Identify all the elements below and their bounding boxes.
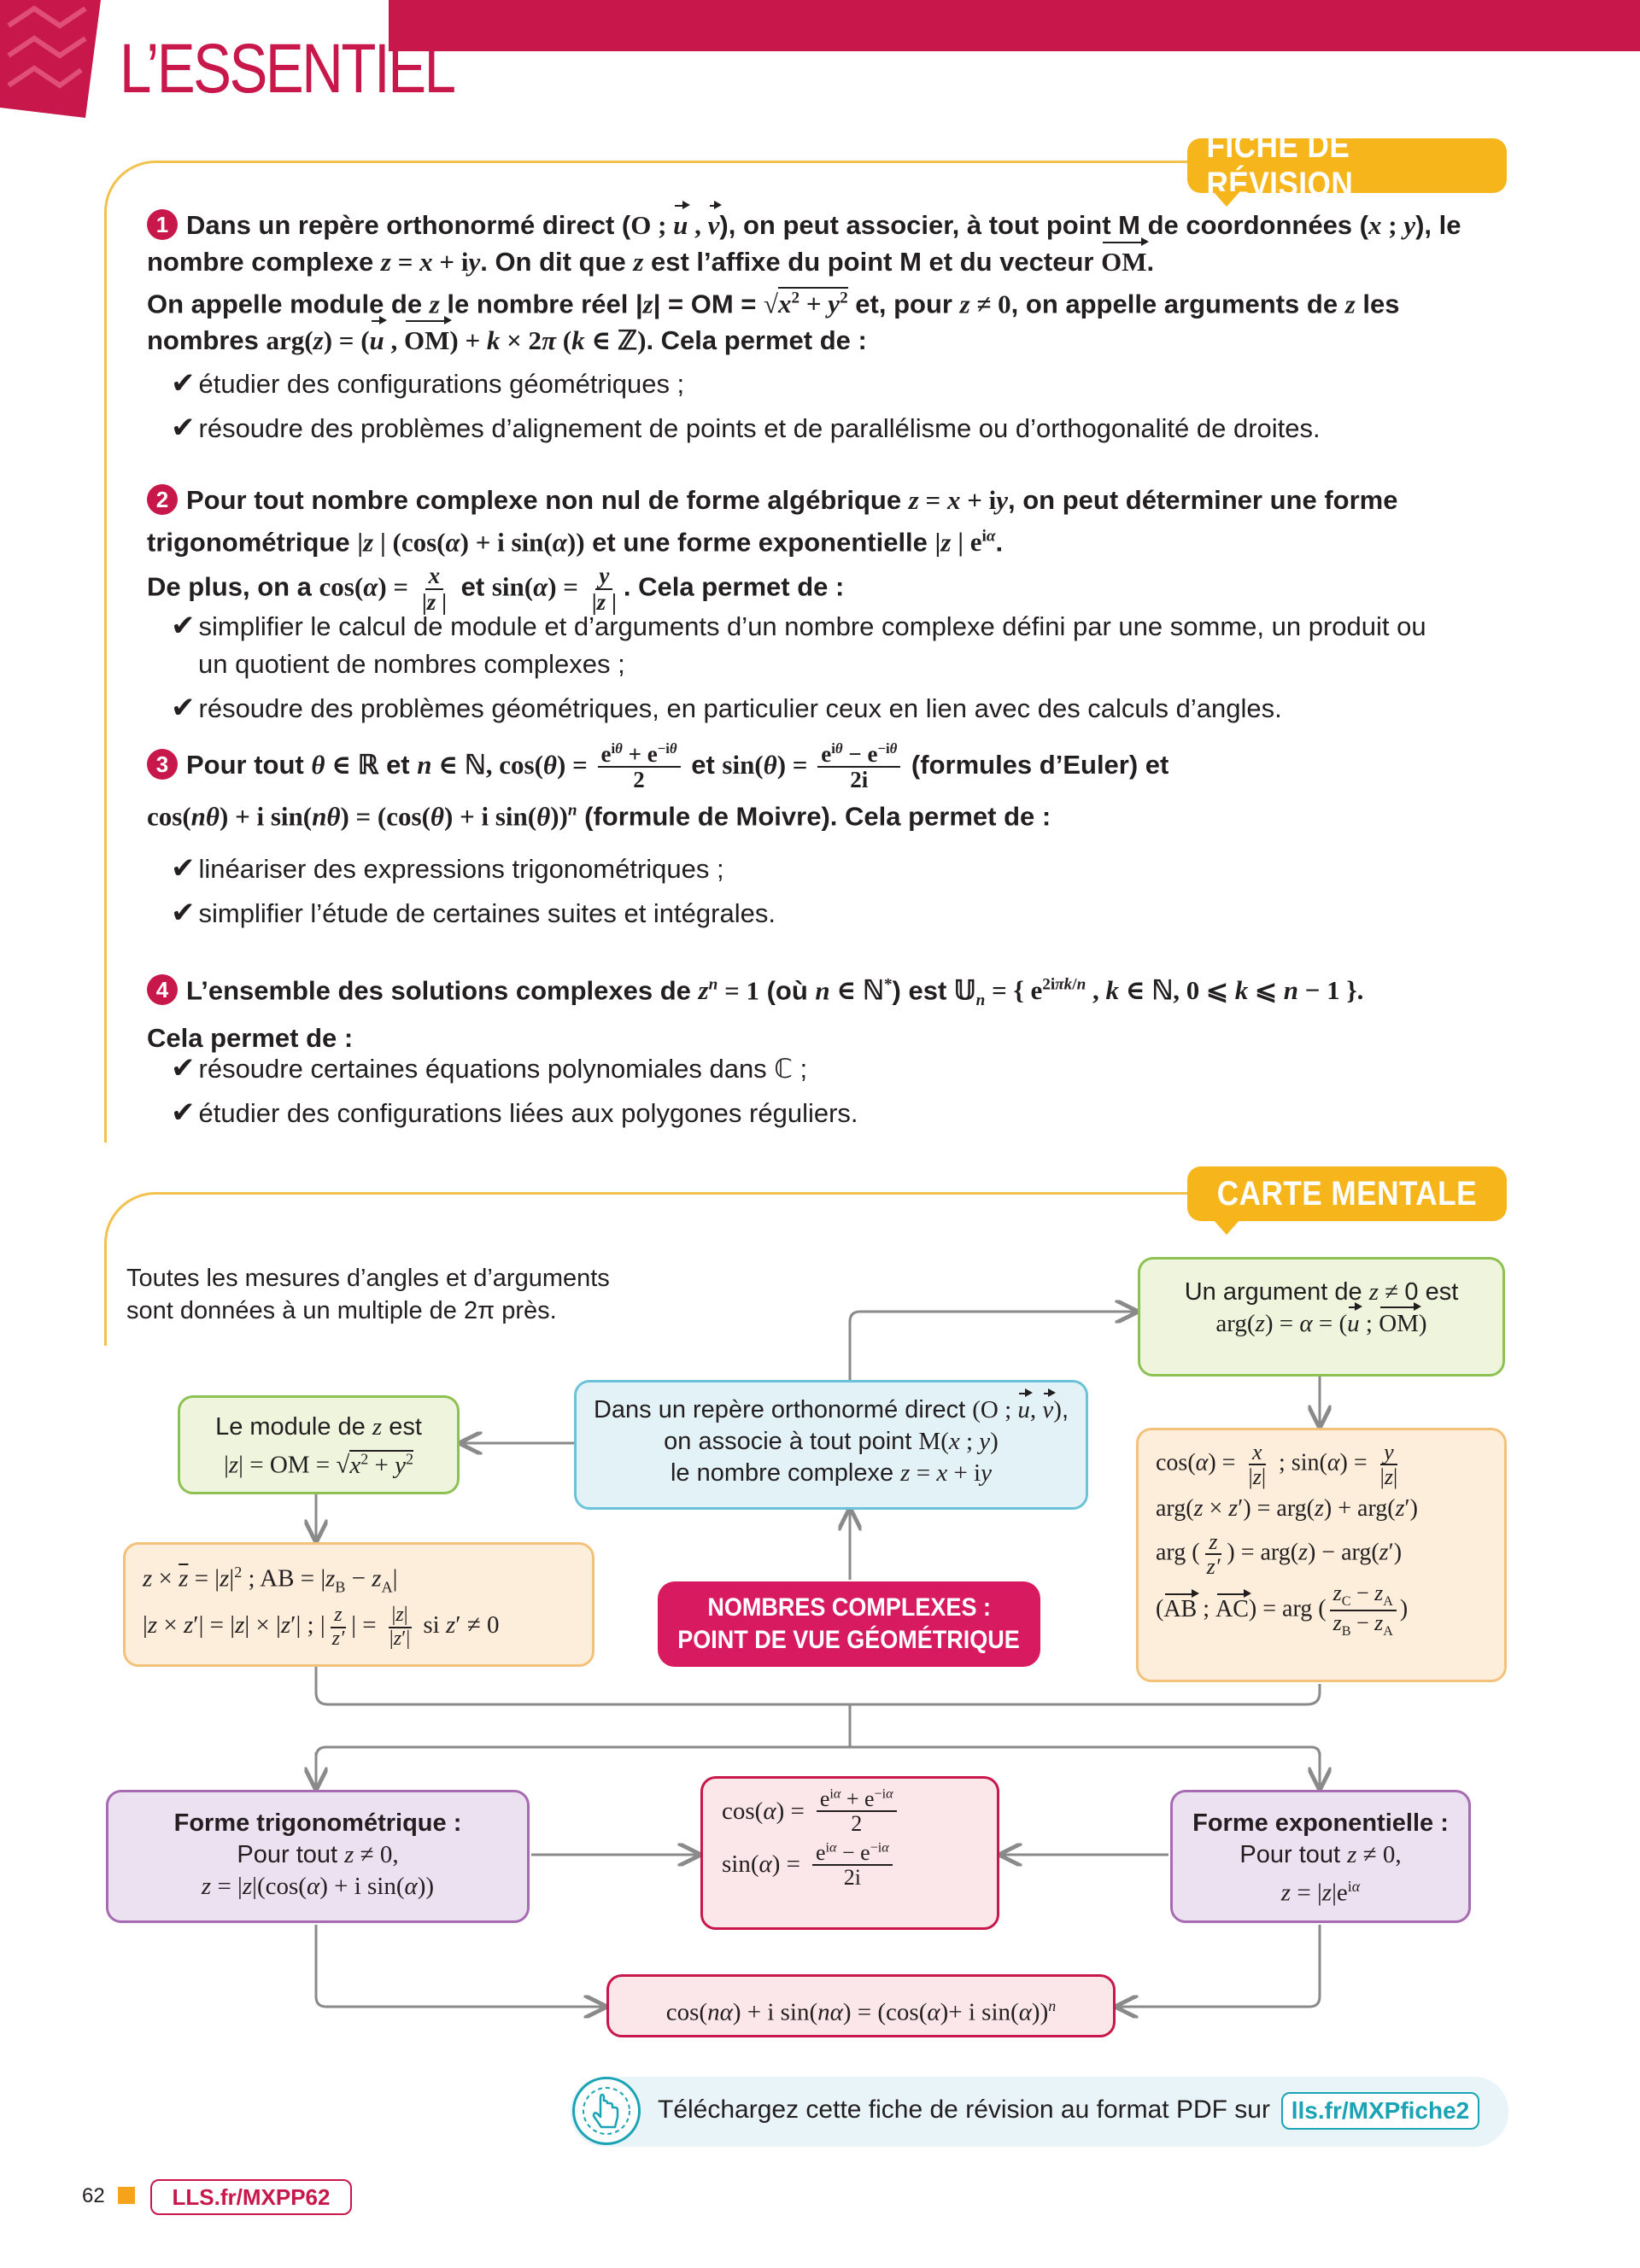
tap-hand-icon	[572, 2077, 641, 2145]
page-link[interactable]: LLS.fr/MXPP62	[150, 2179, 352, 2215]
checkmark-icon: ✔	[171, 412, 196, 444]
repere-box: Dans un repère orthonormé direct (O ; u, v), on associe à tout point M(x ; y) le nombre complexe z = x + iy	[574, 1380, 1088, 1510]
p2-bullet-1: ✔ simplifier le calcul de module et d’arguments d’un nombre complexe défini par une somme, un produit ou	[171, 610, 1426, 642]
checkmark-icon: ✔	[171, 1096, 196, 1129]
exponential-form-box: Forme exponentielle : Pour tout z ≠ 0, $z = |z|e^{i\alpha}$	[1170, 1790, 1471, 1923]
argument-properties-box: cos(α) = $\frac{x}{|z|}$ ; sin(α) = $\frac{y}{|z|}$ arg(z × z′) = arg(z) + arg(z′) arg ( $\frac{z}{z'}$ ) = arg(z) − arg(z′) (AB ; AC) = arg ( $\frac{z_C - z_A}{z_B - z_A}$ )	[1136, 1428, 1507, 1682]
module-properties-box: $z \times \overline{z} = |z|^2$ ; AB = $|z_B - z_A|$ |z × z′| = |z| × |z′| ; | $\frac{z}{z'}$ | = $\frac{|z|}{|z'|}$ si z′ ≠ 0	[123, 1542, 594, 1667]
mindmap-note: Toutes les mesures d’angles et d’arguments sont données à un multiple de 2π près.	[126, 1265, 610, 1324]
header-bar	[389, 0, 1640, 51]
revision-badge-tail	[1213, 191, 1240, 207]
page-number: 62	[82, 2184, 105, 2207]
mindmap-badge: CARTE MENTALE	[1187, 1166, 1507, 1221]
download-text: Téléchargez cette fiche de révision au format PDF sur	[658, 2096, 1270, 2124]
paragraph-1: 1 Dans un repère orthonormé direct (O ; u , v), on peut associer, à tout point M de coordonnées (x ; y), le nombre complexe z = x + iy. On dit que z est l’affixe du point M et du vecteur OM. On appelle module de z le nombre réel |z| = OM = $√x^2 + y^2$ et, pour z ≠ 0, on appelle arguments de z les nombres arg(z) = (u , OM) + k × 2π (k ∈ ℤ). Cela permet de :	[147, 207, 1514, 359]
page-title: L’ESSENTIEL	[120, 30, 454, 108]
bullet-number-3: 3	[147, 749, 178, 780]
p4-bullet-2: ✔ étudier des configurations liées aux polygones réguliers.	[171, 1096, 858, 1129]
p1-bullet-2: ✔ résoudre des problèmes d’alignement de points et de parallélisme ou d’orthogonalité de droites.	[171, 412, 1321, 444]
checkmark-icon: ✔	[171, 367, 196, 400]
paragraph-4: 4 L’ensemble des solutions complexes de $z^n = 1$ (où n ∈ ℕ*) est 𝕌$_n$ = { $e^{2i\pi k/n}$ , k ∈ ℕ, 0 ⩽ k ⩽ n − 1 }. Cela permet de :	[147, 975, 1364, 1053]
mindmap-badge-tail	[1213, 1219, 1240, 1235]
p3-bullet-1: ✔ linéariser des expressions trigonométriques ;	[171, 852, 724, 885]
argument-box: Un argument de z ≠ 0 est arg(z) = α = (u ; OM)	[1138, 1257, 1505, 1377]
bullet-number-2: 2	[147, 484, 178, 515]
p1-bullet-1: ✔ étudier des configurations géométriques ;	[171, 367, 685, 400]
paragraph-3: 3 Pour tout θ ∈ ℝ et n ∈ ℕ, cos(θ) = $\frac{e^{i\theta} + e^{-i\theta}}{2}$ et sin(θ) = $\frac{e^{i\theta} - e^{-i\theta}}{2i}$ (formules d’Euler) et cos(nθ) + i sin(nθ) = (cos(θ) + i sin(θ))$^n$ (formule de Moivre). Cela permet de :	[147, 740, 1169, 832]
paragraph-2: 2 Pour tout nombre complexe non nul de forme algébrique z = x + iy, on peut déterminer une forme trigonométrique |z | (cos(α) + i sin(α)) et une forme exponentielle |z | $e^{i\alpha}$. De plus, on a cos(α) = $\frac{x}{|z |}$ et sin(α) = $\frac{y}{|z |}$ . Cela permet de :	[147, 485, 1398, 615]
central-topic: NOMBRES COMPLEXES : POINT DE VUE GÉOMÉTRIQUE	[658, 1581, 1040, 1667]
bullet-number-1: 1	[147, 209, 178, 240]
p4-bullet-1: ✔ résoudre certaines équations polynomiales dans ℂ ;	[171, 1052, 808, 1084]
download-link[interactable]: lls.fr/MXPfiche2	[1281, 2092, 1479, 2130]
revision-badge: FICHE DE RÉVISION	[1187, 138, 1507, 193]
checkmark-icon: ✔	[171, 852, 196, 885]
p3-bullet-2: ✔ simplifier l’étude de certaines suites et intégrales.	[171, 897, 776, 929]
moivre-formula-box: cos(nα) + i sin(nα) = (cos(α)+ i sin(α))$^n$	[606, 1974, 1116, 2037]
checkmark-icon: ✔	[171, 1052, 196, 1084]
checkmark-icon: ✔	[171, 692, 196, 724]
module-box: Le module de z est |z| = OM = $√x^2 + y^2$	[178, 1395, 460, 1494]
p2-bullet-1-cont: un quotient de nombres complexes ;	[198, 649, 625, 679]
euler-formulas-box: cos( α ) = $\frac{e^{i\alpha} + e^{-i\alpha}}{2}$ sin( α ) = $\frac{e^{i\alpha} - e^{-i\alpha}}{2i}$	[700, 1776, 999, 1930]
chapter-logo-icon	[0, 0, 101, 118]
page-marker	[118, 2187, 135, 2204]
trigonometric-form-box: Forme trigonométrique : Pour tout z ≠ 0, z = |z|(cos(α) + i sin(α))	[106, 1790, 530, 1923]
p2-bullet-2: ✔ résoudre des problèmes géométriques, en particulier ceux en lien avec des calculs d’angles.	[171, 692, 1282, 724]
checkmark-icon: ✔	[171, 610, 196, 642]
bullet-number-4: 4	[147, 974, 178, 1005]
checkmark-icon: ✔	[171, 897, 196, 929]
